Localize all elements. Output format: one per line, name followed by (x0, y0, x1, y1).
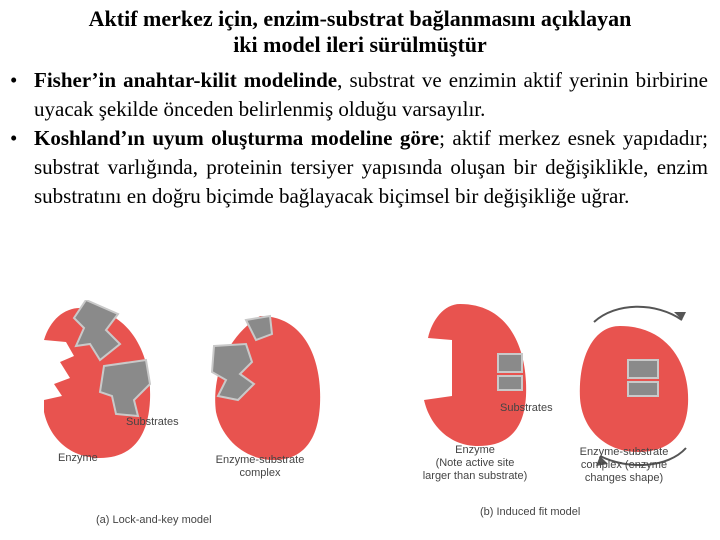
complex-b-substrate-1 (628, 360, 658, 378)
enzyme-label-b: Enzyme (Note active site larger than substrate) (422, 444, 528, 482)
bullet-marker: • (10, 126, 18, 150)
bullet-marker: • (10, 68, 18, 92)
bullet-list (8, 66, 708, 211)
bullet-text: , substrat ve enzimin aktif yerinin birbirine uyacak şekilde önceden belirlenmiş olduğu varsayılır. (34, 68, 708, 121)
bullet-induced-fit (8, 124, 708, 211)
slide-title (10, 6, 710, 58)
complex-b-substrate-2 (628, 382, 658, 396)
shape-change-arrow-top (594, 307, 682, 322)
enzyme-label-a: Enzyme (58, 452, 98, 464)
complex-label-b: Enzyme-substrate complex (enzyme changes shape) (579, 446, 669, 484)
caption-induced-fit: (b) Induced fit model (480, 506, 581, 518)
title-line-1: Aktif merkez için, enzim-substrat bağlanmasını açıklayan (88, 6, 632, 31)
enzyme-diagram (0, 300, 720, 540)
enzyme-models-figure (0, 300, 720, 540)
bullet-bold-text: Koshland’ın uyum oluşturma modeline göre (34, 126, 440, 150)
bullet-lock-and-key (8, 66, 708, 124)
title-line-2: iki model ileri sürülmüştür (233, 32, 487, 57)
complex-label-a: Enzyme-substrate complex (215, 454, 305, 479)
bullet-text: ; aktif merkez esnek yapıdadır; substrat varlığında, proteinin tersiyer yapısında oluşan bir değişiklikle, enzim substratını en doğru biçimde bağlayacak biçimsel bir değişikliğe uğrar. (34, 126, 708, 208)
substrate-b-1 (498, 354, 522, 372)
caption-lock-and-key: (a) Lock-and-key model (96, 514, 212, 526)
substrates-label-a: Substrates (126, 416, 179, 428)
bullet-bold-text: Fisher’in anahtar-kilit modelinde (34, 68, 338, 92)
substrate-b-2 (498, 376, 522, 390)
substrates-label-b: Substrates (500, 402, 553, 414)
